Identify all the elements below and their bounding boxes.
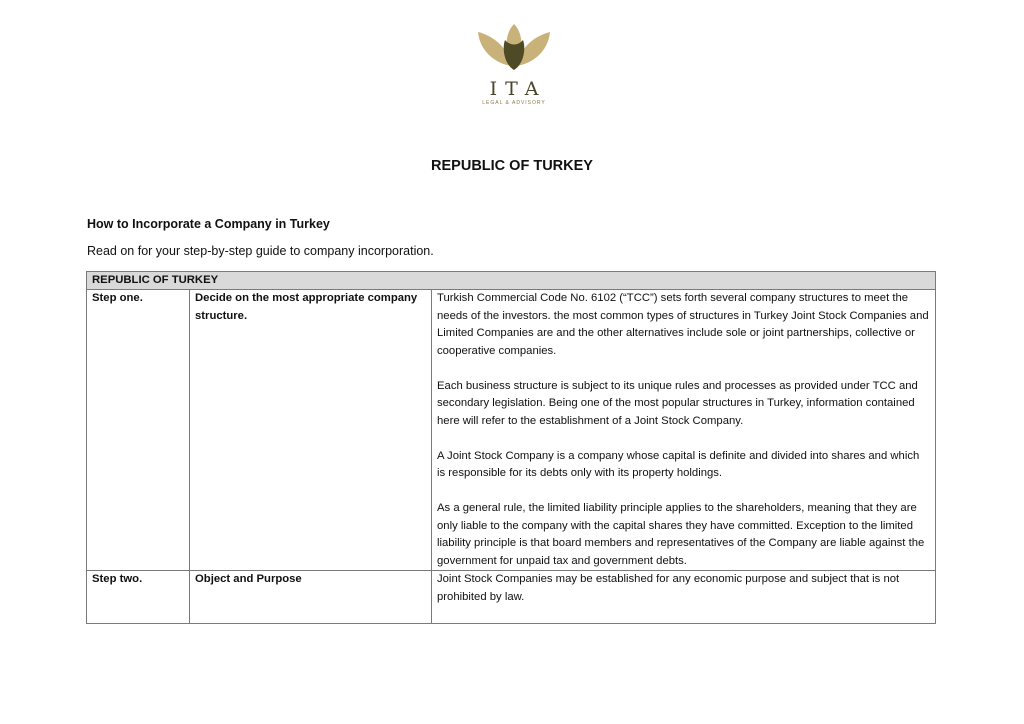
table-row [87,571,936,624]
table-row [87,290,936,571]
logo-tagline: LEGAL & ADVISORY [482,100,546,106]
step-label: Step two. [87,571,190,624]
company-logo [472,20,556,110]
lotus-logo-icon [472,20,556,80]
logo-wordmark: ITA [489,78,547,100]
step-topic: Decide on the most appropriate company structure. [190,290,432,571]
description-paragraph: Each business structure is subject to its unique rules and processes as provided under TCC and secondary legislation. Being one of the most popular structures in Turkey, information contained here will refer to the establishment of a Joint Stock Company. [437,379,918,427]
step-description [432,571,936,624]
page-title: REPUBLIC OF TURKEY [431,158,593,174]
description-paragraph: Joint Stock Companies may be established for any economic purpose and subject that is not prohibited by law. [437,573,900,603]
description-paragraph: Turkish Commercial Code No. 6102 (“TCC”) sets forth several company structures to meet the needs of the investors. the most common types of structures in Turkey Joint Stock Companies and Limited Companies are and the other alternatives include sole or joint partnerships, collective or cooperative companies. [437,292,929,357]
step-description [432,290,936,571]
section-heading: How to Incorporate a Company in Turkey [87,217,330,231]
steps-table [86,271,936,624]
table-header-row [87,272,936,290]
description-paragraph: A Joint Stock Company is a company whose capital is definite and divided into shares and which is responsible for its debts only with its property holdings. [437,449,920,479]
step-label: Step one. [87,290,190,571]
intro-text: Read on for your step-by-step guide to company incorporation. [87,244,434,258]
description-paragraph: As a general rule, the limited liability principle applies to the shareholders, meaning that they are only liable to the company with the capital shares they have committed. Exception to the limited liability principle is that board members and representatives of the Company are liable against the government for unpaid tax and government debts. [437,502,925,567]
table-header: REPUBLIC OF TURKEY [87,272,936,290]
step-topic: Object and Purpose [190,571,432,624]
